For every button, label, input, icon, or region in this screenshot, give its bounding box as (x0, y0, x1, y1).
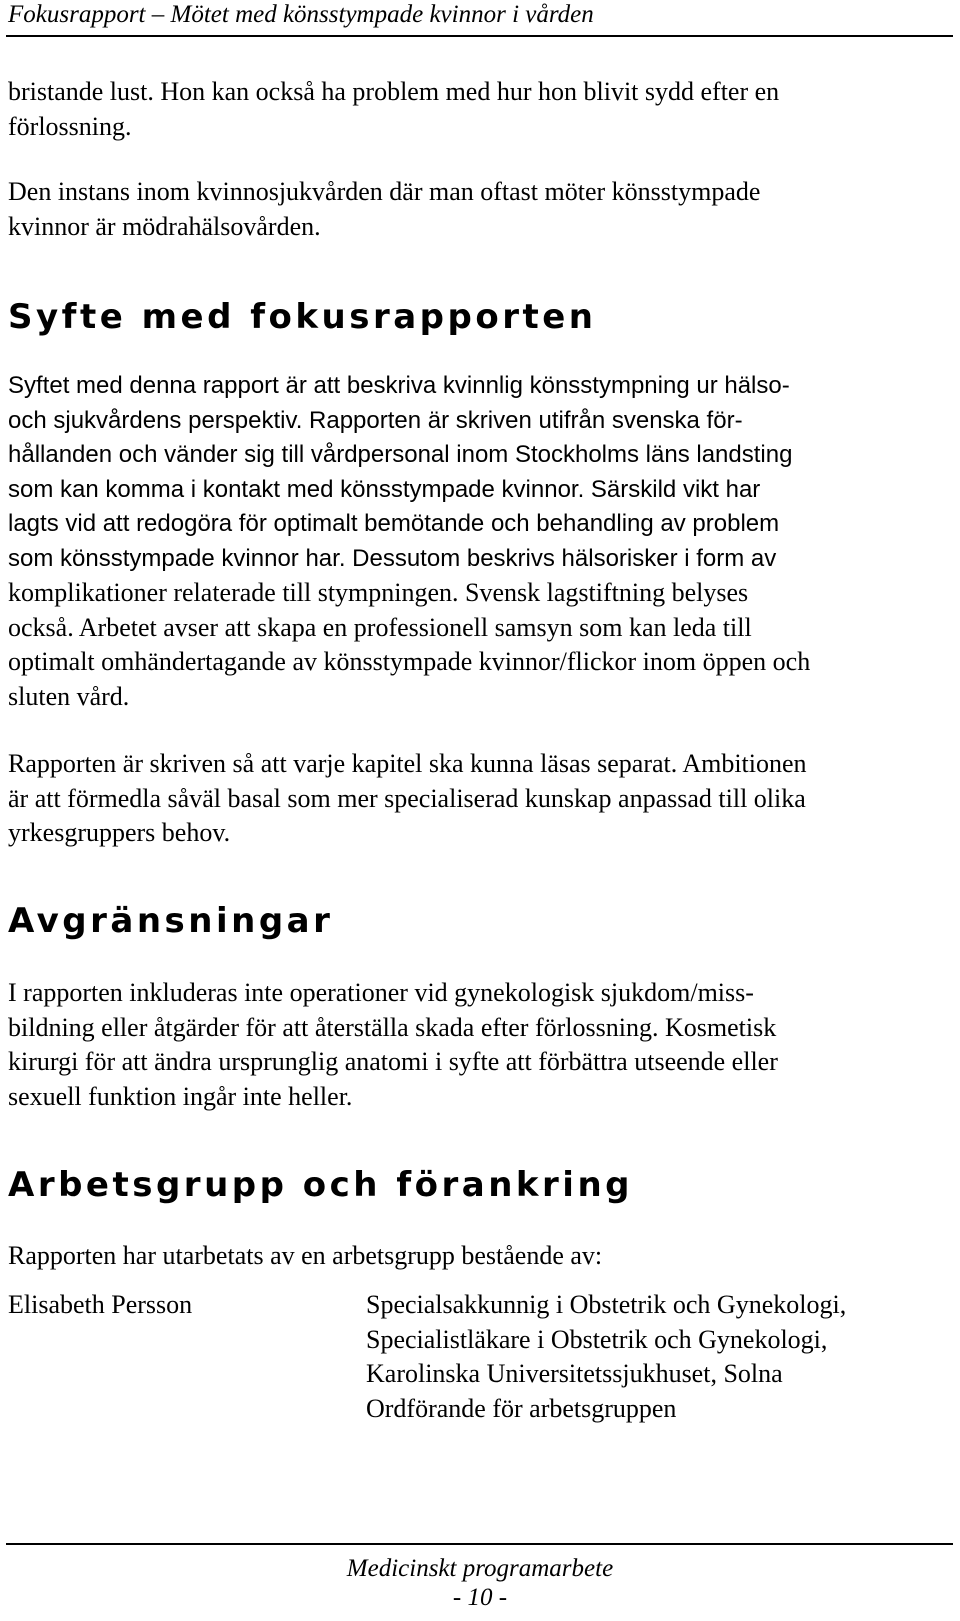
footer-divider (6, 1543, 953, 1545)
page-number: - 10 - (452, 1584, 508, 1611)
text-line: bildning eller åtgärder för att återställa skada efter förlossning. Kosmetisk (8, 1012, 777, 1042)
member-role-line: Karolinska Universitetssjukhuset, Solna (366, 1359, 783, 1388)
arbetsgrupp-intro: Rapporten har utarbetats av en arbetsgrupp bestående av: (8, 1241, 603, 1270)
text-line: Rapporten är skriven så att varje kapitel ska kunna läsas separat. Ambitionen (8, 749, 807, 778)
text-line: förlossning. (8, 111, 132, 141)
avgransningar-paragraph (8, 976, 948, 1114)
member-role-line: Ordförande för arbetsgruppen (366, 1393, 677, 1423)
text-line: komplikationer relaterade till stympningen. Svensk lagstiftning belyses (8, 578, 749, 607)
text-line: hållanden och vänder sig till vårdpersonal inom Stockholms läns landsting (8, 441, 793, 468)
running-header: Fokusrapport – Mötet med könsstympade kvinnor i vården (8, 1, 594, 28)
text-line: yrkesgruppers behov. (8, 818, 231, 847)
member-role-line: Specialistläkare i Obstetrik och Gynekologi, (366, 1324, 828, 1354)
text-line: sluten vård. (8, 681, 130, 711)
intro-paragraph-1 (8, 75, 948, 144)
header-divider (6, 35, 953, 37)
text-line: som kan komma i kontakt med könsstympade kvinnor. Särskild vikt har (8, 475, 761, 503)
text-line: optimalt omhändertagande av könsstympade kvinnor/flickor inom öppen och (8, 647, 811, 676)
section-heading-avgransningar: Avgränsningar (8, 901, 334, 941)
text-line: också. Arbetet avser att skapa en professionell samsyn som kan leda till (8, 612, 752, 642)
text-line: och sjukvårdens perspektiv. Rapporten är skriven utifrån svenska för- (8, 406, 743, 434)
intro-paragraph-2 (8, 175, 948, 244)
member-roles (366, 1288, 956, 1426)
text-line: Den instans inom kvinnosjukvården där man oftast möter könsstympade (8, 177, 761, 206)
text-line: som könsstympade kvinnor har. Dessutom beskrivs hälsorisker i form av (8, 544, 777, 572)
text-line: lagts vid att redogöra för optimalt bemötande och behandling av problem (8, 510, 780, 537)
section-heading-syfte: Syfte med fokusrapporten (8, 297, 597, 337)
member-name: Elisabeth Persson (8, 1290, 193, 1319)
text-line: kirurgi för att ändra ursprunglig anatomi i syfte att förbättra utseende eller (8, 1047, 778, 1076)
text-line: sexuell funktion ingår inte heller. (8, 1081, 353, 1111)
footer-title: Medicinskt programarbete (346, 1555, 614, 1582)
syfte-paragraph-1 (8, 369, 948, 714)
syfte-paragraph-2 (8, 747, 948, 851)
text-line: kvinnor är mödrahälsovården. (8, 211, 321, 241)
member-role-line: Specialsakkunnig i Obstetrik och Gynekologi, (366, 1290, 847, 1319)
section-heading-arbetsgrupp: Arbetsgrupp och förankring (8, 1165, 633, 1205)
text-line: Syftet med denna rapport är att beskriva kvinnlig könsstympning ur hälso- (8, 372, 790, 399)
text-line: är att förmedla såväl basal som mer specialiserad kunskap anpassad till olika (8, 783, 806, 813)
text-line: I rapporten inkluderas inte operationer vid gynekologisk sjukdom/miss- (8, 978, 754, 1007)
text-line: bristande lust. Hon kan också ha problem med hur hon blivit sydd efter en (8, 77, 780, 106)
